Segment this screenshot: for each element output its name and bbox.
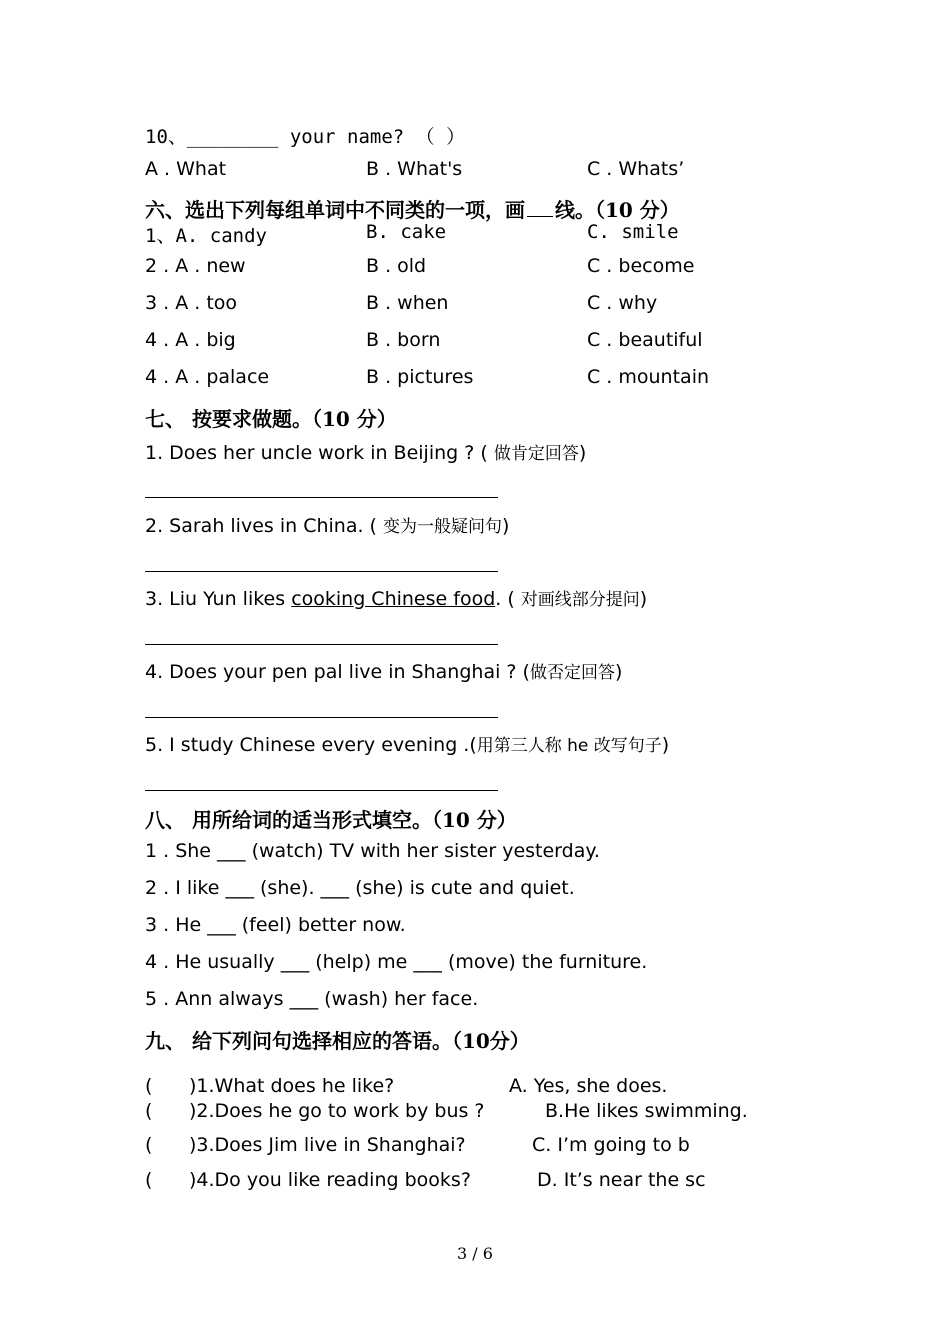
section-8-title: 八、 用所给词的适当形式填空。（10 分） xyxy=(145,808,517,832)
section-6-title xyxy=(145,194,680,223)
s9-answer-c: C. I’m going to b xyxy=(532,1134,690,1156)
answer-line-2[interactable] xyxy=(145,571,498,572)
s7-question-4 xyxy=(145,658,622,683)
s7-q3-instruction: 对画线部分提问 xyxy=(520,590,640,610)
s7-q1-text: 1. Does her uncle work in Beijing ? ( xyxy=(145,442,494,464)
s9-answer-d: D. It’s near the sc xyxy=(537,1169,706,1191)
s6-row2-b: B . old xyxy=(366,255,427,277)
s7-q4-text: 4. Does your pen pal live in Shanghai ? ( xyxy=(145,661,530,683)
s6-row3-c: C . why xyxy=(587,292,658,314)
s6-row2-a: 2 . A . new xyxy=(145,255,246,277)
section-9-title: 九、 给下列问句选择相应的答语。（10分） xyxy=(145,1029,530,1053)
s6-row4-b: B . born xyxy=(366,329,441,351)
s6-row5-a: 4 . A . palace xyxy=(145,366,270,388)
s7-question-5 xyxy=(145,731,669,756)
s9-question-3: )3.Does Jim live in Shanghai? xyxy=(189,1134,466,1156)
s7-question-1 xyxy=(145,439,586,464)
answer-line-4[interactable] xyxy=(145,717,498,718)
s6-row3-a: 3 . A . too xyxy=(145,292,238,314)
s7-q5-instruction: 用第三人称 he 改写句子 xyxy=(476,736,662,756)
answer-line-3[interactable] xyxy=(145,644,498,645)
s9-paren-2: ( xyxy=(145,1100,153,1122)
s9-paren-3: ( xyxy=(145,1134,153,1156)
s6-row2-c: C . become xyxy=(587,255,695,277)
s7-q3-text-end: . ( xyxy=(495,588,521,610)
page-number: 3 / 6 xyxy=(457,1244,493,1263)
q10-option-b: B . What's xyxy=(366,158,463,180)
answer-line-1[interactable] xyxy=(145,497,498,498)
s9-answer-b: B.He likes swimming. xyxy=(545,1100,748,1122)
q10-option-c: C . Whats’ xyxy=(587,158,685,180)
s6-row4-a: 4 . A . big xyxy=(145,329,236,351)
s8-item-1: 1 . She ___ (watch) TV with her sister yesterday. xyxy=(145,840,600,862)
s6-row4-c: C . beautiful xyxy=(587,329,703,351)
s7-q3-underlined-phrase: cooking Chinese food xyxy=(291,588,496,610)
s6-row1-c: C. smile xyxy=(587,221,679,243)
s7-q2-text: 2. Sarah lives in China. ( xyxy=(145,515,384,537)
s8-item-2: 2 . I like ___ (she). ___ (she) is cute and quiet. xyxy=(145,877,575,899)
q10-option-a: A . What xyxy=(145,158,227,180)
s7-q5-close: ) xyxy=(661,734,670,756)
s7-question-3 xyxy=(145,585,647,610)
s6-row5-c: C . mountain xyxy=(587,366,710,388)
s9-paren-4: ( xyxy=(145,1169,153,1191)
s9-question-2: )2.Does he go to work by bus ? xyxy=(189,1100,485,1122)
question-10-prompt: 10、________ your name? （ ） xyxy=(145,126,466,148)
section-6-title-part2: 线。（10 分） xyxy=(555,198,680,222)
s7-q3-close: ) xyxy=(639,588,648,610)
s7-q4-close: ) xyxy=(614,661,623,683)
s8-item-3: 3 . He ___ (feel) better now. xyxy=(145,914,406,936)
s9-question-4: )4.Do you like reading books? xyxy=(189,1169,471,1191)
section-7-title: 七、 按要求做题。（10 分） xyxy=(145,407,397,431)
underline-blank xyxy=(527,198,553,217)
s6-row3-b: B . when xyxy=(366,292,449,314)
s9-question-1: )1.What does he like? xyxy=(189,1075,395,1097)
s7-q2-close: ) xyxy=(502,515,510,537)
s7-q1-close: ) xyxy=(578,442,587,464)
s6-row1-a: 1、A. candy xyxy=(145,225,267,247)
answer-line-5[interactable] xyxy=(145,790,498,791)
s7-q1-instruction: 做肯定回答 xyxy=(493,444,579,464)
s8-item-5: 5 . Ann always ___ (wash) her face. xyxy=(145,988,479,1010)
s7-q2-instruction: 变为一般疑问句 xyxy=(383,517,503,537)
s9-paren-1: ( xyxy=(145,1075,153,1097)
s7-question-2 xyxy=(145,512,509,537)
section-6-title-part1: 六、选出下列每组单词中不同类的一项，画 xyxy=(145,198,525,222)
s6-row5-b: B . pictures xyxy=(366,366,474,388)
s8-item-4: 4 . He usually ___ (help) me ___ (move) the furniture. xyxy=(145,951,648,973)
s7-q3-text: 3. Liu Yun likes xyxy=(145,588,292,610)
s9-answer-a: A. Yes, she does. xyxy=(509,1075,668,1097)
s6-row1-b: B. cake xyxy=(366,221,447,243)
s7-q5-text: 5. I study Chinese every evening .( xyxy=(145,734,477,756)
s7-q4-instruction: 做否定回答 xyxy=(529,663,615,683)
